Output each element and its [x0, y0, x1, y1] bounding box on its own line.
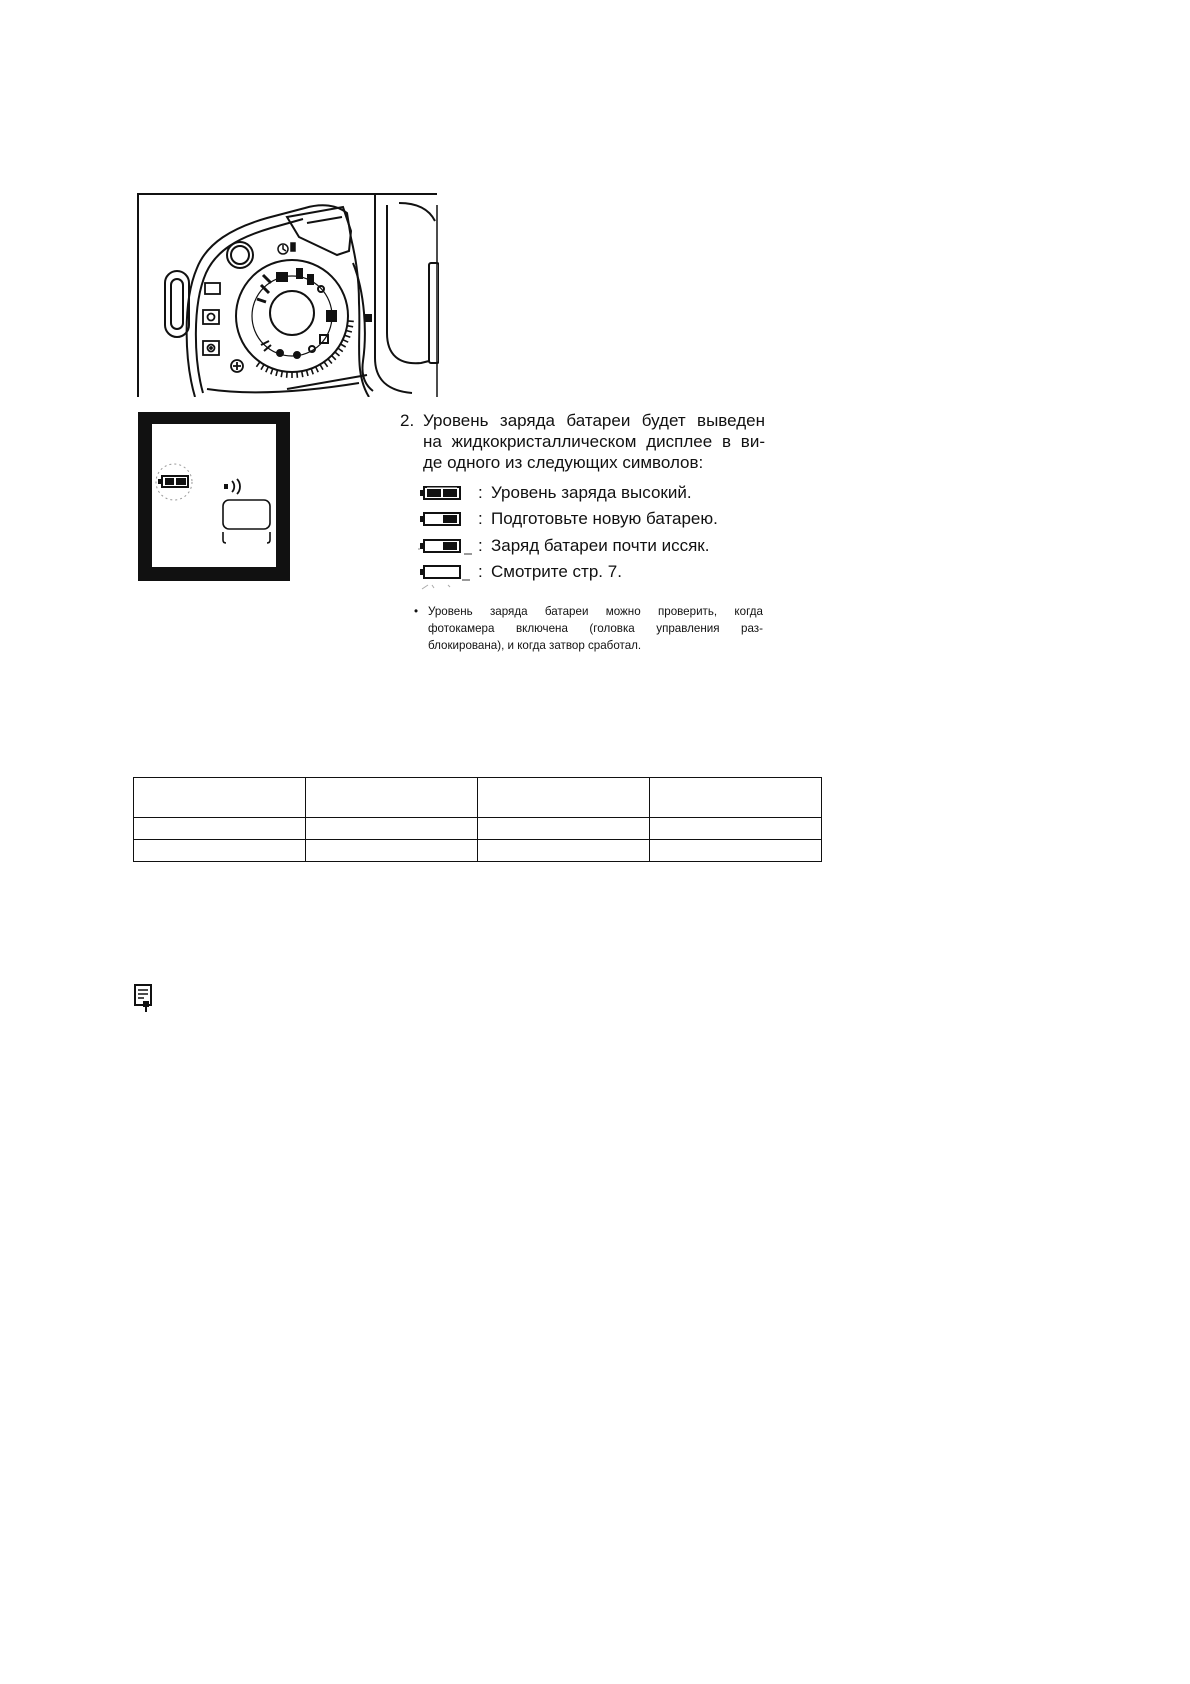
battery-low-icon: [418, 537, 474, 557]
single-shot-icon: [205, 283, 220, 294]
table-cell: [134, 818, 306, 840]
strap-lug: [165, 271, 189, 337]
step-line-3: де одного из следующих символов:: [423, 453, 704, 472]
function-button: [227, 242, 253, 268]
battery-level-item: [418, 508, 778, 530]
battery-full-icon: [418, 484, 464, 502]
note-icon: [133, 983, 155, 1013]
table-cell: [650, 818, 822, 840]
note-line-2: фотокамера включена (головка управления раз-: [428, 622, 763, 635]
mode-dial: [236, 260, 371, 378]
note-bullet: •: [414, 605, 419, 618]
note-line-3: блокирована), и когда затвор сработал.: [428, 639, 642, 652]
table-cell: [134, 778, 306, 818]
battery-level-item: [418, 561, 778, 591]
self-timer-icon: [278, 243, 295, 254]
table-cell: [478, 818, 650, 840]
continuous-icon: [203, 310, 219, 324]
separator: :: [478, 562, 483, 581]
battery-empty-icon: [418, 563, 474, 593]
table-cell: [306, 778, 478, 818]
battery-level-label: Заряд батареи почти иссяк.: [491, 536, 710, 555]
table-cell: [306, 840, 478, 862]
battery-level-item: [418, 535, 778, 557]
separator: :: [478, 509, 483, 528]
shutter-housing: [287, 207, 351, 255]
camera-top-illustration: [137, 193, 439, 397]
table-row: [134, 818, 822, 840]
step-number: 2.: [400, 411, 415, 430]
plus-circle-icon: [231, 360, 243, 372]
battery-level-label: Подготовьте новую батарею.: [491, 509, 718, 528]
dial-index-mark: [327, 311, 336, 321]
metering-icon: [203, 341, 219, 355]
battery-level-label: Смотрите стр. 7.: [491, 562, 622, 581]
separator: :: [478, 536, 483, 555]
table-row: [134, 778, 822, 818]
note-line-1: Уровень заряда батареи можно проверить, когда: [428, 605, 763, 618]
battery-half-icon: [418, 510, 464, 528]
battery-level-label: Уровень заряда высокий.: [491, 483, 692, 502]
table-cell: [650, 778, 822, 818]
table-row: [134, 840, 822, 862]
step-line-2: на жидкокристаллическом дисплее в ви-: [423, 432, 765, 451]
body-index-mark: [366, 315, 371, 321]
table-cell: [478, 778, 650, 818]
lcd-panel-illustration: [138, 412, 290, 581]
table-cell: [478, 840, 650, 862]
empty-table: [133, 777, 822, 862]
separator: :: [478, 483, 483, 502]
table-cell: [306, 818, 478, 840]
battery-level-item: [418, 482, 778, 504]
table-cell: [650, 840, 822, 862]
table-cell: [134, 840, 306, 862]
step-line-1: Уровень заряда батареи будет выведен: [423, 411, 765, 430]
